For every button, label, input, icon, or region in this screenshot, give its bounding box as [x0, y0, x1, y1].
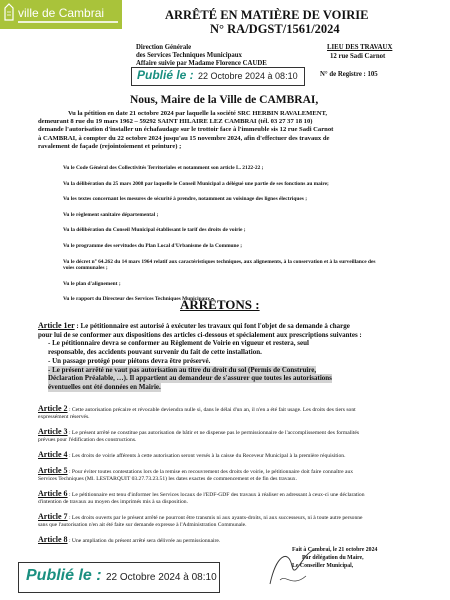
petition-line: Vu la pétition en date 21 octobre 2024 par laquelle la société SRC HERBIN RAVALEMENT,	[68, 110, 328, 117]
stamp-date: 22 Octobre 2024 à 08:10	[106, 572, 217, 583]
document-title: ARRÊTÉ EN MATIÈRE DE VOIRIE	[165, 8, 369, 22]
article-label: Article 4	[38, 450, 68, 459]
document-number: N° RA/DGST/1561/2024	[210, 22, 340, 36]
article-text: : Le pétitionnaire est tenu d'informer les Services locaux de l'EDF-GDF des travaux à réaliser en adressant à ceux-ci une déclaration	[68, 492, 365, 498]
article-text: pour lui de se conformer aux dispositions des articles ci-dessous et spécialement aux prescriptions suivantes :	[38, 330, 362, 339]
consideration-item: Vu le Code Général des Collectivités Territoriales et notamment son article L. 2122-22 ;	[63, 165, 264, 171]
article-3	[38, 428, 428, 444]
article-text: : Le présent arrêté ne constitue pas autorisation de bâtir et ne dispense pas le permissionnaire de l'accomplissement des formalités	[68, 430, 360, 436]
article-label: Article 5	[38, 466, 68, 475]
article-label: Article 8	[38, 535, 68, 544]
consideration-item: Vu le rapport du Directeur des Services Techniques Municipaux	[63, 296, 210, 303]
article-label: Article 1er	[38, 321, 75, 330]
consideration-item: Vu les textes concernant les mesures de sécurité à prendre, notamment au voisinage des lignes électriques ;	[63, 196, 307, 203]
city-logo	[0, 0, 122, 29]
article-text: - Le pétitionnaire devra se conformer au Règlement de Voirie en vigueur et restera, seul	[48, 339, 309, 348]
highlighted-text: éventuelles ont été données en Mairie.	[48, 382, 161, 391]
petition-paragraph	[38, 110, 422, 151]
stamp-label: Publié le :	[137, 68, 194, 82]
article-text: responsable, des accidents pouvant survenir du fait de cette installation.	[48, 348, 262, 357]
article-text: : Pour éviter toutes contestations lors de la remise en recouvrement des droits de voirie, le pétitionnaire doit faire connaître aux	[68, 469, 354, 475]
works-address: 12 rue Sadi Carnot	[330, 53, 386, 60]
article-label: Article 2	[38, 404, 68, 413]
signature-line: Fait à Cambrai, le 21 octobre 2024	[292, 547, 378, 553]
article-4	[38, 451, 428, 460]
registry-number: N° de Registre : 105	[320, 71, 378, 78]
article-1	[38, 322, 428, 392]
direction-line-1: Direction Générale	[136, 44, 192, 51]
consideration-item: Vu le plan d'alignement ;	[63, 280, 121, 287]
article-6	[38, 490, 428, 506]
highlighted-text: - Le présent arrêté ne vaut pas autorisation au titre du droit du sol (Permis de Construire,	[48, 365, 317, 374]
direction-line-3: Affaire suivie par Madame Florence CAUDE	[136, 60, 267, 67]
consideration-item-continued: voies communales ;	[63, 265, 108, 272]
logo-underline	[18, 21, 118, 23]
article-text: : Les droits de voirie afférents à cette autorisation seront versés à la caisse du Receveur Municipal à la première réquisition.	[68, 453, 346, 459]
article-text: : Une ampliation du présent arrêté sera délivrée au permissionnaire.	[68, 538, 221, 544]
works-location-label: LIEU DES TRAVAUX	[327, 44, 393, 51]
signature-line: Par délégation du Maire,	[302, 555, 364, 561]
consideration-item: Vu la délibération du 25 mars 2008 par laquelle le Conseil Municipal a délégué une partie de ses fonctions au maire;	[63, 180, 329, 187]
mayor-heading: Nous, Maire de la Ville de CAMBRAI,	[130, 94, 319, 106]
article-text: : Cette autorisation précaire et révocable deviendra nulle si, dans le délai d'un an, il n'en a été fait usage. Les droits des tiers sont	[68, 407, 356, 413]
consideration-item: Vu le programme des servitudes du Plan Local d'Urbanisme de la Commune ;	[63, 242, 243, 249]
article-5	[38, 467, 428, 483]
article-text: expressément réservés.	[38, 414, 90, 420]
consideration-item: Vu la délibération du Conseil Municipal établissant le tarif des droits de voirie ;	[63, 227, 246, 234]
direction-line-2: des Services Techniques Municipaux	[136, 52, 242, 59]
article-label: Article 3	[38, 427, 68, 436]
petition-line: demande l'autorisation d'installer un échafaudage sur le trottoir face à l'immeuble sis 12 rue Sadi Carnot	[38, 126, 334, 134]
consideration-item: Vu le décret n° 64.262 du 14 mars 1964 relatif aux caractéristiques techniques, aux alignements, à la conservation et à la surveillance des	[63, 258, 376, 265]
logo-text: ville de Cambrai	[18, 6, 105, 20]
petition-line: à CAMBRAI, à compter du 22 octobre 2024 jusqu'au 15 novembre 2024, afin d'effectuer des travaux de	[38, 134, 330, 142]
article-text: d'intention de travaux au moyen des imprimés mis à sa disposition.	[38, 499, 188, 505]
signature-line: Le Conseiller Municipal,	[292, 563, 354, 569]
article-8	[38, 536, 428, 545]
article-label: Article 6	[38, 489, 68, 498]
handwritten-signature-icon	[262, 536, 322, 596]
consideration-item: Vu le règlement sanitaire départemental ;	[63, 211, 159, 218]
publication-stamp-top	[131, 67, 305, 86]
article-text: : Le pétitionnaire est autorisé à exécuter les travaux qui font l'objet de sa demande à charge	[76, 322, 350, 330]
highlighted-text: Déclaration Préalable, …). Il appartient au demandeur de s'assurer que toutes les autorisations	[48, 374, 332, 383]
article-text: Services Techniques (Ml. LESTARQUIT 03.27.73.23.51) les dates exactes de commencement et de fin des travaux.	[38, 476, 297, 482]
city-emblem-icon	[4, 3, 14, 21]
article-2	[38, 405, 428, 421]
article-label: Article 7	[38, 512, 68, 521]
article-text: prévues pour l'édification des constructions.	[38, 437, 137, 443]
stamp-label: Publié le :	[26, 567, 102, 584]
petition-line: demeurant 8 rue du 19 mars 1962 – 59292 SAINT HILAIRE LEZ CAMBRAI (tél. 03 27 37 18 10)	[38, 118, 313, 126]
article-text: : Les droits ouverts par le présent arrêté ne pourront être transmis ni aux ayants-droits, ni aux successeurs, ni à toute autre personne	[68, 515, 363, 521]
considerations-list	[63, 165, 423, 303]
article-text: - Un passage protégé pour piétons devra être préservé.	[48, 356, 211, 365]
petition-line: ravalement de façade (rejointoiement et peinture) ;	[38, 142, 182, 150]
article-7	[38, 513, 428, 529]
publication-stamp-bottom	[18, 562, 220, 593]
stamp-date: 22 Octobre 2024 à 08:10	[198, 71, 298, 81]
article-text: sans que l'autorisation n'en ait été faite sur demande expresse à l'Administration Communale.	[38, 522, 247, 528]
decree-heading: ARRÊTONS :	[180, 297, 260, 312]
